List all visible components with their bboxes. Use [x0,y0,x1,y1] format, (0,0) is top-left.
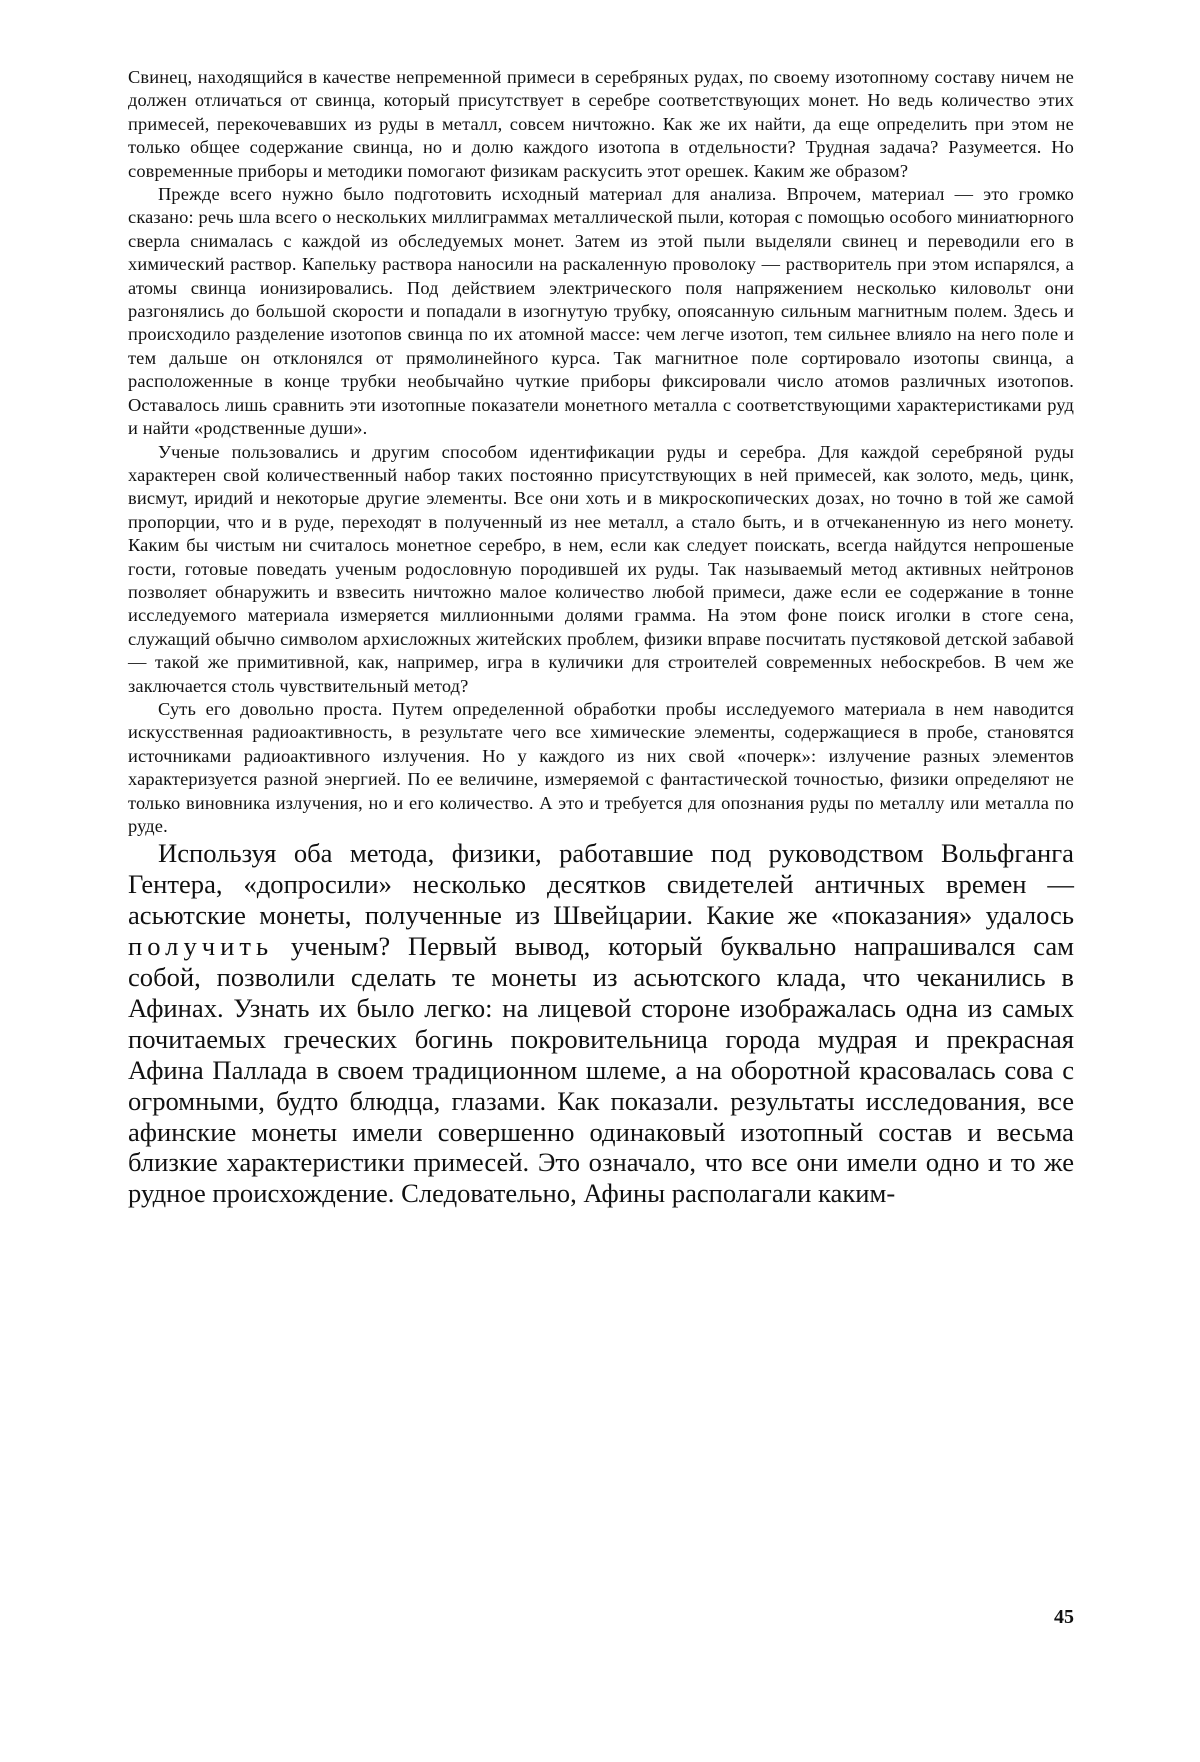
paragraph-method-essence: Суть его довольно проста. Путем определенной обработки пробы исследуемого материала в нем наводится искусственная радиоактивность, в результате чего все химические элементы, содержащиеся в пробе, становятся источниками радиоактивного излучения. Но у каждого из них свой «почерк»: излучение разных элементов характеризуется разной энергией. По ее величине, измеряемой с фантастической точностью, физики определяют не только виновника излучения, но и его количество. А это и требуется для опознания руды по металлу или металла по руде. [128,698,1074,838]
paragraph-lead-isotopes: Свинец, находящийся в качестве непременной примеси в серебряных рудах, по своему изотопному составу ничем не должен отличаться от свинца, который присутствует в серебре соответствующих монет. Но ведь количество этих примесей, перекочевавших из руды в металл, совсем ничтожно. Как же их найти, да еще определить при этом не только общее содержание свинца, но и долю каждого изотопа в отдельности? Трудная задача? Разумеется. Но современные приборы и методики помогают физикам раскусить этот орешек. Каким же образом? [128,66,1074,183]
paragraph-neutron-activation: Ученые пользовались и другим способом идентификации руды и серебра. Для каждой серебряной руды характерен свой количественный набор таких постоянно присутствующих в ней примесей, как золото, медь, цинк, висмут, иридий и некоторые другие элементы. Все они хоть и в микроскопических дозах, но точно в той же самой пропорции, что и в руде, переходят в полученный из нее металл, а стало быть, и в отчеканенную из него монету. Каким бы чистым ни считалось монетное серебро, в нем, если как следует поискать, всегда найдутся непрошеные гости, готовые поведать ученым родословную породившей их руды. Так называемый метод активных нейтронов позволяет обнаружить и взвесить ничтожно малое количество любой примеси, даже если ее содержание в тонне исследуемого материала измеряется миллионными долями грамма. На этом фоне поиск иголки в стоге сена, служащий обычно символом архисложных житейских проблем, физики вправе посчитать пустяковой детской забавой — такой же примитивной, как, например, игра в куличики для строителей современных небоскребов. В чем же заключается столь чувствительный метод? [128,441,1074,698]
emphasized-word: получить [128,931,273,961]
small-print-section [128,66,1074,838]
main-text-section [128,838,1074,1209]
paragraph-athens-coins [128,838,1074,1209]
paragraph-athens-coins-part2: ученым? Первый вывод, который буквально напрашивался сам собой, позволили сделать те монеты из асьютского клада, что чеканились в Афинах. Узнать их было легко: на лицевой стороне изображалась одна из самых почитаемых греческих богинь покровительница города мудрая и прекрасная Афина Паллада в своем традиционном шлеме, а на оборотной красовалась сова с огромными, будто блюдца, глазами. Как показали. результаты исследования, все афинские монеты имели совершенно одинаковый изотопный состав и весьма близкие характеристики примесей. Это означало, что все они имели одно и то же рудное происхождение. Следовательно, Афины располагали каким- [128,931,1074,1208]
page-number: 45 [1054,1606,1074,1629]
page-body [128,66,1074,1209]
paragraph-athens-coins-part1: Используя оба метода, физики, работавшие под руководством Вольфганга Гентера, «допросили» несколько десятков свидетелей античных времен — асьютские монеты, полученные из Швейцарии. Какие же «показания» удалось [128,838,1074,930]
paragraph-sample-preparation: Прежде всего нужно было подготовить исходный материал для анализа. Впрочем, материал — это громко сказано: речь шла всего о нескольких миллиграммах металлической пыли, которая с помощью особого миниатюрного сверла снималась с каждой из обследуемых монет. Затем из этой пыли выделяли свинец и переводили его в химический раствор. Капельку раствора наносили на раскаленную проволоку — растворитель при этом испарялся, а атомы свинца ионизировались. Под действием электрического поля напряжением несколько киловольт они разгонялись до большой скорости и попадали в изогнутую трубку, опоясанную сильным магнитным полем. Здесь и происходило разделение изотопов свинца по их атомной массе: чем легче изотоп, тем сильнее влияло на него поле и тем дальше он отклонялся от прямолинейного курса. Так магнитное поле сортировало изотопы свинца, а расположенные в конце трубки необычайно чуткие приборы фиксировали число атомов различных изотопов. Оставалось лишь сравнить эти изотопные показатели монетного металла с соответствующими характеристиками руд и найти «родственные души». [128,183,1074,440]
